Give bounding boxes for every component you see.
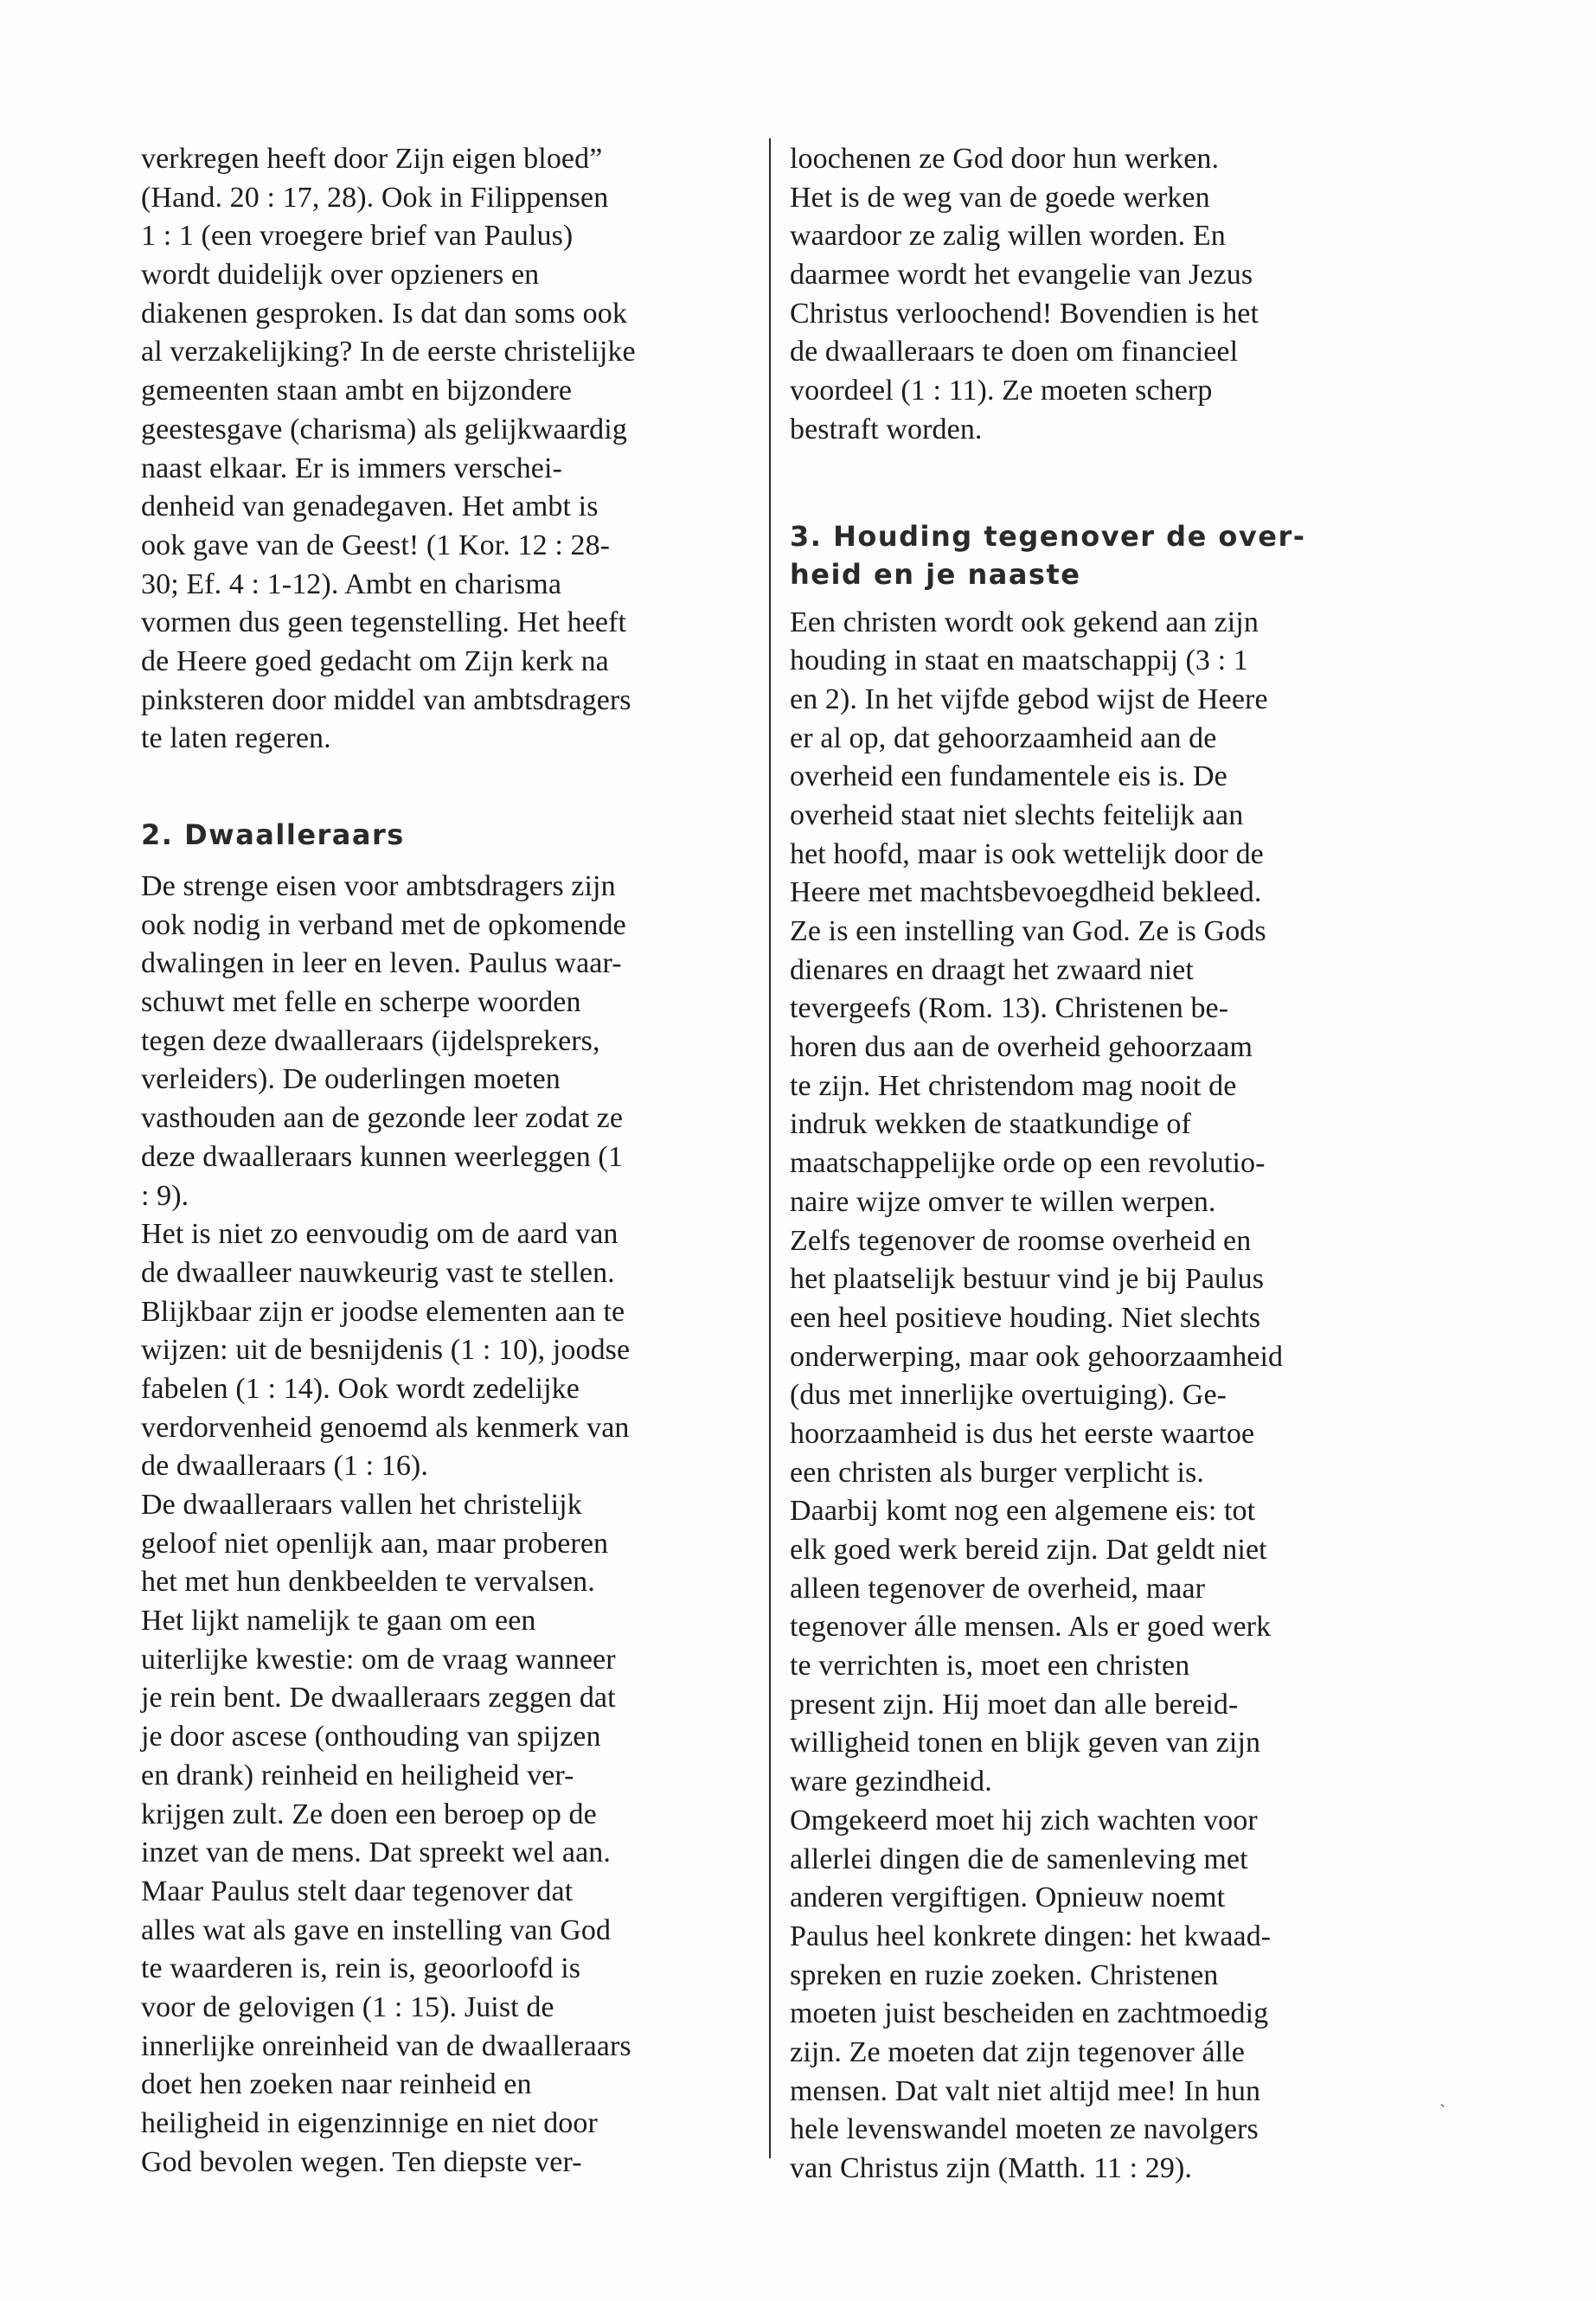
stray-mark: ˋ — [1439, 2100, 1446, 2122]
text-line: pinksteren door middel van ambtsdragers — [141, 683, 631, 716]
text-line: waardoor ze zalig willen worden. En — [790, 220, 1226, 253]
section-3-body — [790, 604, 1421, 2189]
text-line: Het lijkt namelijk te gaan om een — [141, 1605, 536, 1638]
text-line: innerlijke onreinheid van de dwaalleraars — [141, 2029, 631, 2062]
text-line: Ze is een instelling van God. Ze is Gods — [790, 915, 1266, 947]
text-line: verleiders). De ouderlingen moeten — [141, 1063, 561, 1096]
text-line: moeten juist bescheiden en zachtmoedig — [790, 1997, 1269, 2030]
text-line: doet hen zoeken naar reinheid en — [141, 2068, 532, 2101]
text-line: alleen tegenover de overheid, maar — [790, 1572, 1206, 1605]
text-line: spreken en ruzie zoeken. Christenen — [790, 1958, 1219, 1991]
text-line: overheid een fundamentele eis is. De — [790, 760, 1227, 793]
text-line: onderwerping, maar ook gehoorzaamheid — [790, 1340, 1284, 1373]
text-line: dwalingen in leer en leven. Paulus waar- — [141, 947, 622, 980]
text-line: krijgen zult. Ze doen een beroep op de — [141, 1798, 597, 1830]
text-line: elk goed werk bereid zijn. Dat geldt niet — [790, 1534, 1267, 1566]
text-line: De dwaalleraars vallen het christelijk — [141, 1489, 582, 1521]
text-line: bestraft worden. — [790, 413, 983, 445]
text-line: vormen dus geen tegenstelling. Het heeft — [141, 606, 627, 639]
text-line: Paulus heel konkrete dingen: het kwaad- — [790, 1920, 1272, 1952]
text-line: een heel positieve houding. Niet slechts — [790, 1301, 1261, 1334]
text-line: en drank) reinheid en heiligheid ver- — [141, 1759, 574, 1791]
section-3-heading — [790, 517, 1421, 593]
text-line: het plaatselijk bestuur vind je bij Paulus — [790, 1263, 1265, 1296]
text-line: hoorzaamheid is dus het eerste waartoe — [790, 1417, 1255, 1450]
text-line: naast elkaar. Er is immers verschei- — [141, 452, 562, 484]
text-line: Het is de weg van de goede werken — [790, 181, 1210, 214]
left-column — [141, 140, 764, 2182]
text-line: ware gezindheid. — [790, 1766, 992, 1798]
section-2-body — [141, 868, 764, 2182]
text-line: horen dus aan de overheid gehoorzaam — [790, 1031, 1253, 1064]
text-line: diakenen gesproken. Is dat dan soms ook — [141, 297, 627, 330]
text-line: het hoofd, maar is ook wettelijk door de — [790, 837, 1264, 870]
text-line: je rein bent. De dwaalleraars zeggen dat — [141, 1682, 616, 1715]
text-line: de Heere goed gedacht om Zijn kerk na — [141, 644, 609, 677]
text-line: de dwaalleraars te doen om financieel — [790, 336, 1239, 369]
text-line: voordeel (1 : 11). Ze moeten scherp — [790, 375, 1213, 407]
text-line: vasthouden aan de gezonde leer zodat ze — [141, 1102, 624, 1135]
text-line: 30; Ef. 4 : 1-12). Ambt en charisma — [141, 567, 562, 600]
text-line: ook nodig in verband met de opkomende — [141, 908, 626, 941]
text-line: er al op, dat gehoorzaamheid aan de — [790, 721, 1217, 754]
text-line: mensen. Dat valt niet altijd mee! In hun — [790, 2074, 1261, 2107]
text-line: van Christus zijn (Matth. 11 : 29). — [790, 2152, 1192, 2184]
text-line: heiligheid in eigenzinnige en niet door — [141, 2107, 598, 2139]
text-line: de dwaalleer nauwkeurig vast te stellen. — [141, 1256, 615, 1289]
text-line: anderen vergiftigen. Opnieuw noemt — [790, 1881, 1226, 1914]
text-line: en 2). In het vijfde gebod wijst de Heere — [790, 683, 1268, 715]
text-line: maatschappelijke orde op een revolutio- — [790, 1147, 1266, 1180]
text-line: verdorvenheid genoemd als kenmerk van — [141, 1411, 630, 1444]
text-line: tegenover álle mensen. Als er goed werk — [790, 1611, 1272, 1644]
right-column — [790, 140, 1421, 2189]
text-line: tegen deze dwaalleraars (ijdelsprekers, — [141, 1024, 600, 1057]
text-line: De strenge eisen voor ambtsdragers zijn — [141, 870, 616, 902]
text-line: : 9). — [141, 1179, 189, 1212]
text-line: alles wat als gave en instelling van God — [141, 1913, 612, 1946]
left-intro-paragraph — [141, 140, 764, 759]
text-line: gemeenten staan ambt en bijzondere — [141, 375, 573, 407]
text-line: tevergeefs (Rom. 13). Christenen be- — [790, 992, 1229, 1025]
text-line: ook gave van de Geest! (1 Kor. 12 : 28- — [141, 529, 611, 561]
text-line: schuwt met felle en scherpe woorden — [141, 986, 581, 1019]
text-line: voor de gelovigen (1 : 15). Juist de — [141, 1990, 554, 2023]
text-line: (dus met innerlijke overtuiging). Ge- — [790, 1379, 1227, 1412]
heading-line: 3. Houding tegenover de over- — [790, 519, 1306, 553]
text-line: Zelfs tegenover de roomse overheid en — [790, 1224, 1252, 1257]
text-line: 1 : 1 (een vroegere brief van Paulus) — [141, 220, 574, 253]
text-line: Daarbij komt nog een algemene eis: tot — [790, 1495, 1256, 1528]
text-line: houding in staat en maatschappij (3 : 1 — [790, 644, 1248, 677]
heading-line: heid en je naaste — [790, 557, 1081, 591]
text-line: inzet van de mens. Dat spreekt wel aan. — [141, 1836, 611, 1869]
text-line: loochenen ze God door hun werken. — [790, 143, 1220, 175]
text-line: uiterlijke kwestie: om de vraag wanneer — [141, 1643, 616, 1676]
text-line: wijzen: uit de besnijdenis (1 : 10), joodse — [141, 1334, 631, 1367]
text-line: denheid van genadegaven. Het ambt is — [141, 490, 599, 523]
text-line: zijn. Ze moeten dat zijn tegenover álle — [790, 2035, 1245, 2068]
text-line: fabelen (1 : 14). Ook wordt zedelijke — [141, 1372, 580, 1405]
text-line: de dwaalleraars (1 : 16). — [141, 1450, 428, 1483]
text-line: te zijn. Het christendom mag nooit de — [790, 1069, 1237, 1102]
text-line: te laten regeren. — [141, 722, 331, 755]
text-line: te waarderen is, rein is, geoorloofd is — [141, 1952, 581, 1985]
text-line: Omgekeerd moet hij zich wachten voor — [790, 1804, 1258, 1836]
text-line: een christen als burger verplicht is. — [790, 1456, 1204, 1489]
text-line: te verrichten is, moet een christen — [790, 1650, 1190, 1682]
text-line: geestesgave (charisma) als gelijkwaardig — [141, 413, 627, 445]
column-divider — [769, 138, 771, 2158]
text-line: hele levenswandel moeten ze navolgers — [790, 2113, 1259, 2146]
text-line: daarmee wordt het evangelie van Jezus — [790, 259, 1253, 292]
text-line: Blijkbaar zijn er joodse elementen aan te — [141, 1295, 625, 1328]
text-line: het met hun denkbeelden te vervalsen. — [141, 1566, 595, 1599]
text-line: naire wijze omver te willen werpen. — [790, 1185, 1216, 1218]
text-line: Heere met machtsbevoegdheid bekleed. — [790, 876, 1262, 909]
text-line: (Hand. 20 : 17, 28). Ook in Filippensen — [141, 181, 609, 214]
section-2-heading: 2. Dwaalleraars — [141, 818, 405, 851]
text-line: present zijn. Hij moet dan alle bereid- — [790, 1688, 1239, 1721]
text-line: Een christen wordt ook gekend aan zijn — [790, 606, 1259, 638]
text-line: willigheid tonen en blijk geven van zijn — [790, 1727, 1261, 1759]
text-line: je door ascese (onthouding van spijzen — [141, 1721, 601, 1753]
text-line: allerlei dingen die de samenleving met — [790, 1843, 1248, 1875]
text-line: indruk wekken de staatkundige of — [790, 1108, 1191, 1141]
text-line: Christus verloochend! Bovendien is het — [790, 297, 1259, 330]
text-line: geloof niet openlijk aan, maar proberen — [141, 1527, 609, 1560]
text-line: dienares en draagt het zwaard niet — [790, 953, 1194, 986]
right-intro-paragraph — [790, 140, 1421, 450]
text-line: Maar Paulus stelt daar tegenover dat — [141, 1875, 574, 1907]
text-line: verkregen heeft door Zijn eigen bloed” — [141, 143, 603, 175]
text-line: deze dwaalleraars kunnen weerleggen (1 — [141, 1140, 623, 1173]
text-line: al verzakelijking? In de eerste christelijke — [141, 336, 636, 369]
text-line: God bevolen wegen. Ten diepste ver- — [141, 2145, 582, 2178]
text-line: wordt duidelijk over opzieners en — [141, 259, 540, 292]
text-line: Het is niet zo eenvoudig om de aard van — [141, 1218, 619, 1251]
text-line: overheid staat niet slechts feitelijk aan — [790, 798, 1244, 831]
